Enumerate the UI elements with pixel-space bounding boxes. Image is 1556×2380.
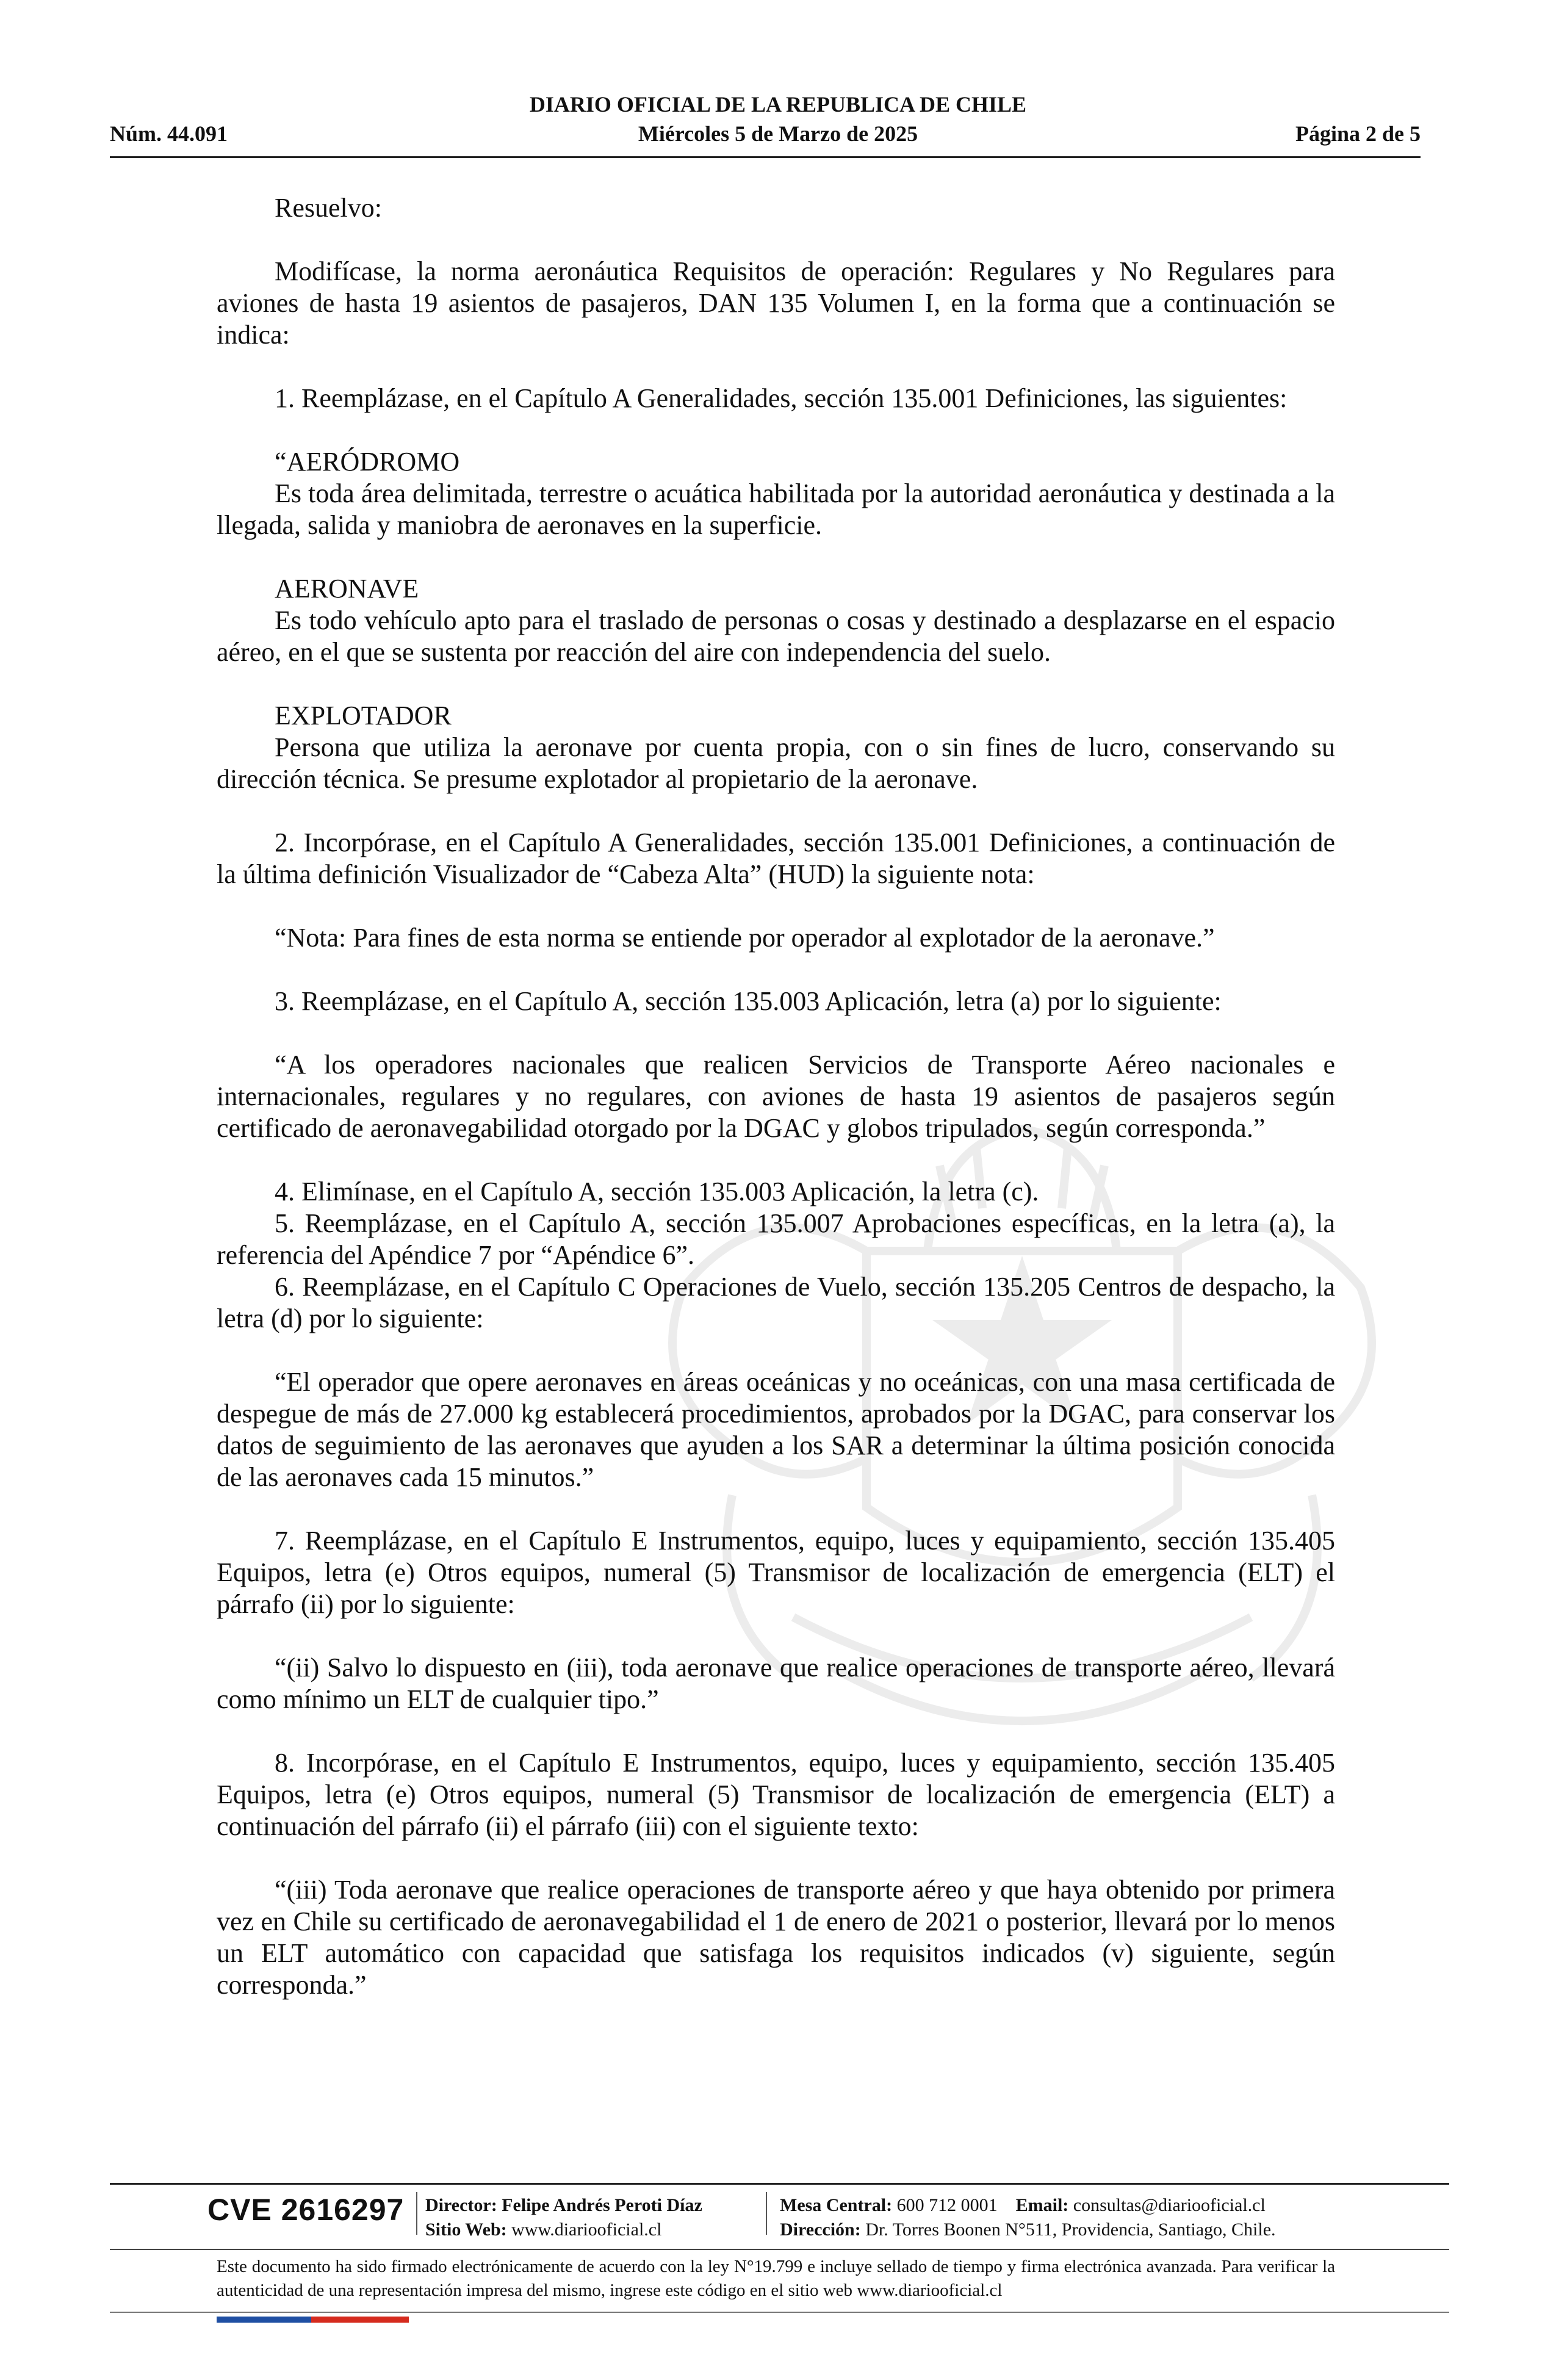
item-7: 7. Reemplázase, en el Capítulo E Instrumentos, equipo, luces y equipamiento, sección 135.405 Equipos, letra (e) Otros equipos, numeral (5) Transmisor de localización de emergencia (ELT) el párrafo (ii) por lo siguiente: bbox=[217, 1526, 1335, 1619]
item-2: 2. Incorpórase, en el Capítulo A Generalidades, sección 135.001 Definiciones, a continuación de la última definición Visualizador de “Cabeza Alta” (HUD) la siguiente nota: bbox=[217, 828, 1335, 889]
flag-stripe-blue bbox=[217, 2317, 311, 2323]
footer-director-block bbox=[425, 2193, 702, 2242]
header-divider bbox=[110, 156, 1421, 158]
document-body bbox=[217, 192, 1335, 2001]
footer-separator bbox=[766, 2192, 767, 2235]
item-7-quote: “(ii) Salvo lo dispuesto en (iii), toda aeronave que realice operaciones de transporte aéreo, llevará como mínimo un ELT de cualquier tipo.” bbox=[217, 1653, 1335, 1714]
phone-label: Mesa Central: bbox=[780, 2195, 893, 2215]
item-4: 4. Elimínase, en el Capítulo A, sección 135.003 Aplicación, la letra (c). bbox=[275, 1177, 1039, 1206]
definition-term: AERONAVE bbox=[275, 574, 419, 604]
definition-aeronave bbox=[217, 573, 1335, 668]
definition-term: “AERÓDROMO bbox=[275, 447, 460, 477]
footer-contact-block bbox=[780, 2193, 1276, 2242]
email-label: Email: bbox=[1015, 2195, 1069, 2215]
definition-text: Es todo vehículo apto para el traslado de personas o cosas y destinado a desplazarse en el espacio aéreo, en el que se sustenta por reacción del aire con independencia del suelo. bbox=[217, 605, 1335, 667]
definition-explotador bbox=[217, 700, 1335, 795]
site-link[interactable]: www.diariooficial.cl bbox=[511, 2220, 662, 2240]
page-number: Página 2 de 5 bbox=[1295, 121, 1421, 146]
address-label: Dirección: bbox=[780, 2220, 861, 2240]
item-1: 1. Reemplázase, en el Capítulo A Generalidades, sección 135.001 Definiciones, las siguientes: bbox=[275, 383, 1288, 413]
legal-notice: Este documento ha sido firmado electrónicamente de acuerdo con la ley N°19.799 e incluye sellado de tiempo y firma electrónica avanzada. Para verificar la autenticidad de una representación impresa del mismo, ingrese este código en el sitio web www.diariooficial.cl bbox=[217, 2257, 1335, 2300]
item-3: 3. Reemplázase, en el Capítulo A, sección 135.003 Aplicación, letra (a) por lo siguiente: bbox=[275, 986, 1222, 1016]
item-5: 5. Reemplázase, en el Capítulo A, sección 135.007 Aprobaciones específicas, en la letra (a), la referencia del Apéndice 7 por “Apéndice 6”. bbox=[217, 1208, 1335, 1270]
item-6-quote: “El operador que opere aeronaves en áreas oceánicas y no oceánicas, con una masa certificada de despegue de más de 27.000 kg establecerá procedimientos, aprobados por la DGAC, para conservar los datos de seguimiento de las aeronaves que ayuden a los SAR a determinar la última posición conocida de las aeronaves cada 15 minutos.” bbox=[217, 1367, 1335, 1492]
director-label: Director: bbox=[425, 2195, 497, 2215]
issue-number: Núm. 44.091 bbox=[110, 121, 228, 146]
definition-term: EXPLOTADOR bbox=[275, 701, 452, 730]
publication-date: Miércoles 5 de Marzo de 2025 bbox=[638, 121, 918, 146]
intro-paragraph: Modifícase, la norma aeronáutica Requisitos de operación: Regulares y No Regulares para aviones de hasta 19 asientos de pasajeros, DAN 135 Volumen I, en la forma que a continuación se indica: bbox=[217, 256, 1335, 350]
item-8-quote: “(iii) Toda aeronave que realice operaciones de transporte aéreo y que haya obtenido por primera vez en Chile su certificado de aeronavegabilidad el 1 de enero de 2021 o posterior, llevará por lo menos un ELT automático con capacidad que satisfaga los requisitos indicados (v) siguiente, según corresponda.” bbox=[217, 1875, 1335, 2000]
flag-stripe-red bbox=[311, 2317, 409, 2323]
publication-title: DIARIO OFICIAL DE LA REPUBLICA DE CHILE bbox=[529, 92, 1027, 117]
resolve-heading: Resuelvo: bbox=[275, 193, 382, 223]
item-2-quote: “Nota: Para fines de esta norma se entiende por operador al explotador de la aeronave.” bbox=[275, 923, 1215, 953]
footer-separator bbox=[416, 2192, 417, 2235]
item-6: 6. Reemplázase, en el Capítulo C Operaciones de Vuelo, sección 135.205 Centros de despacho, la letra (d) por lo siguiente: bbox=[217, 1272, 1335, 1333]
director-name: Felipe Andrés Peroti Díaz bbox=[502, 2195, 702, 2215]
phone-number: 600 712 0001 bbox=[896, 2195, 998, 2215]
footer-divider bbox=[110, 2312, 1449, 2313]
definition-text: Persona que utiliza la aeronave por cuenta propia, con o sin fines de lucro, conservando su dirección técnica. Se presume explotador al propietario de la aeronave. bbox=[217, 732, 1335, 794]
footer-divider bbox=[110, 2183, 1449, 2185]
definition-text: Es toda área delimitada, terrestre o acuática habilitada por la autoridad aeronáutica y destinada a la llegada, salida y maniobra de aeronaves en la superficie. bbox=[217, 478, 1335, 540]
address-text: Dr. Torres Boonen N°511, Providencia, Santiago, Chile. bbox=[865, 2220, 1276, 2240]
cve-code: CVE 2616297 bbox=[207, 2193, 405, 2227]
item-3-quote: “A los operadores nacionales que realicen Servicios de Transporte Aéreo nacionales e internacionales, regulares y no regulares, con aviones de hasta 19 asientos de pasajeros según certificado de aeronavegabilidad otorgado por la DGAC y globos tripulados, según corresponda.” bbox=[217, 1050, 1335, 1143]
site-label: Sitio Web: bbox=[425, 2220, 507, 2240]
definition-aerodromo bbox=[217, 446, 1335, 541]
footer-divider bbox=[110, 2249, 1449, 2250]
email-link[interactable]: consultas@diariooficial.cl bbox=[1073, 2195, 1266, 2215]
item-8: 8. Incorpórase, en el Capítulo E Instrumentos, equipo, luces y equipamiento, sección 135.405 Equipos, letra (e) Otros equipos, numeral (5) Transmisor de localización de emergencia (ELT) a continuación del párrafo (ii) el párrafo (iii) con el siguiente texto: bbox=[217, 1748, 1335, 1841]
